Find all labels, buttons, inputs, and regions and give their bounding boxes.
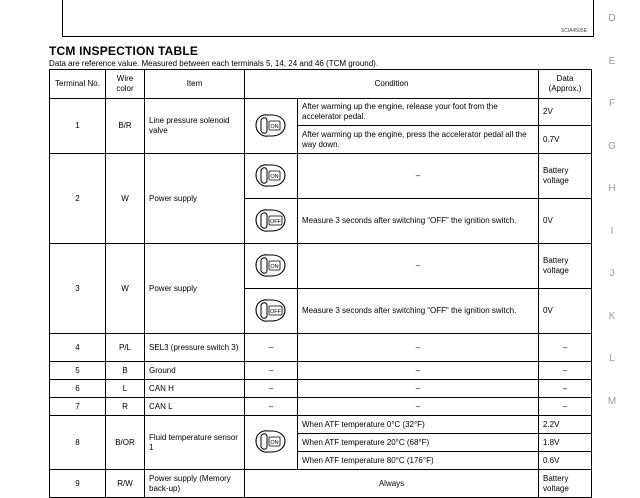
icon-cell-empty: – xyxy=(245,362,298,380)
table-row xyxy=(50,99,592,126)
data-cell: 2.2V xyxy=(539,416,592,434)
condition-cell: – xyxy=(298,362,539,380)
terminal-cell: 5 xyxy=(50,362,106,380)
data-cell: 0V xyxy=(539,289,592,334)
section-letter[interactable]: I xyxy=(610,226,614,237)
table-row xyxy=(50,244,592,289)
wire-cell: B xyxy=(106,362,145,380)
terminal-cell: 9 xyxy=(50,470,106,498)
condition-cell: – xyxy=(298,334,539,362)
wire-cell: R xyxy=(106,398,145,416)
condition-cell: Measure 3 seconds after switching “OFF” the ignition switch. xyxy=(298,289,539,334)
terminal-cell: 6 xyxy=(50,380,106,398)
ignition-key-on-icon xyxy=(252,250,290,280)
previous-figure-frame xyxy=(62,0,594,37)
section-letter[interactable]: D xyxy=(608,13,616,24)
table-row xyxy=(50,416,592,434)
table-row xyxy=(50,380,592,398)
wire-cell: W xyxy=(106,154,145,244)
header-terminal: Terminal No. xyxy=(50,70,106,99)
key-off-label: OFF xyxy=(270,218,281,225)
item-cell: Power supply xyxy=(145,244,245,334)
data-cell: Battery voltage xyxy=(539,244,592,289)
data-cell: 0.7V xyxy=(539,126,592,154)
condition-cell: When ATF temperature 20°C (68°F) xyxy=(298,434,539,452)
icon-cell-empty: – xyxy=(245,398,298,416)
wire-cell: R/W xyxy=(106,470,145,498)
terminal-cell: 8 xyxy=(50,416,106,470)
terminal-cell: 7 xyxy=(50,398,106,416)
ignition-key-off-icon xyxy=(252,295,290,325)
data-cell: – xyxy=(539,362,592,380)
data-cell: 0.6V xyxy=(539,452,592,470)
condition-cell: – xyxy=(298,380,539,398)
tcm-inspection-table xyxy=(49,69,592,498)
page-subtitle: Data are reference value. Measured between each terminals 5, 14, 24 and 46 (TCM ground). xyxy=(49,59,379,68)
terminal-cell: 2 xyxy=(50,154,106,244)
ignition-key-icon-cell xyxy=(245,154,298,199)
wire-cell: L xyxy=(106,380,145,398)
wire-cell: B/R xyxy=(106,99,145,154)
ignition-key-on-icon xyxy=(252,160,290,190)
header-condition: Condition xyxy=(245,70,539,99)
data-cell: – xyxy=(539,334,592,362)
condition-cell: Measure 3 seconds after switching “OFF” the ignition switch. xyxy=(298,199,539,244)
section-letter[interactable]: G xyxy=(608,141,616,152)
ignition-key-icon-cell xyxy=(245,244,298,289)
ignition-key-icon-cell xyxy=(245,199,298,244)
section-letter[interactable]: L xyxy=(609,353,615,364)
terminal-cell: 1 xyxy=(50,99,106,154)
condition-cell: After warming up the engine, press the accelerator pedal all the way down. xyxy=(298,126,539,154)
data-cell: Battery voltage xyxy=(539,470,592,498)
header-wire: Wire color xyxy=(106,70,145,99)
data-cell: 0V xyxy=(539,199,592,244)
ignition-key-icon-cell xyxy=(245,416,298,470)
terminal-cell: 3 xyxy=(50,244,106,334)
data-cell: 1.8V xyxy=(539,434,592,452)
section-letter[interactable]: F xyxy=(608,98,616,109)
table-row xyxy=(50,154,592,199)
section-letter[interactable]: M xyxy=(607,396,617,407)
item-cell: Ground xyxy=(145,362,245,380)
table-row xyxy=(50,334,592,362)
wire-cell: P/L xyxy=(106,334,145,362)
ignition-key-icon-cell xyxy=(245,99,298,154)
section-letter[interactable]: H xyxy=(608,183,616,194)
wire-cell: W xyxy=(106,244,145,334)
ignition-key-on-icon xyxy=(252,426,290,456)
section-letter[interactable]: J xyxy=(609,268,615,279)
data-cell: Battery voltage xyxy=(539,154,592,199)
condition-cell: When ATF temperature 80°C (176°F) xyxy=(298,452,539,470)
icon-cell-empty: – xyxy=(245,334,298,362)
item-cell: SEL3 (pressure switch 3) xyxy=(145,334,245,362)
item-cell: Fluid temperature sensor 1 xyxy=(145,416,245,470)
item-cell: Line pressure solenoid valve xyxy=(145,99,245,154)
figure-code: SCIA4505E xyxy=(560,28,587,34)
table-row xyxy=(50,362,592,380)
header-item: Item xyxy=(145,70,245,99)
icon-cell-empty: – xyxy=(245,380,298,398)
data-cell: – xyxy=(539,398,592,416)
item-cell: Power supply xyxy=(145,154,245,244)
page-title: TCM INSPECTION TABLE xyxy=(49,44,199,58)
terminal-cell: 4 xyxy=(50,334,106,362)
key-on-label: ON xyxy=(270,263,279,270)
section-letter[interactable]: K xyxy=(608,311,616,322)
data-cell: – xyxy=(539,380,592,398)
condition-cell: – xyxy=(298,398,539,416)
key-on-label: ON xyxy=(270,123,279,130)
key-on-label: ON xyxy=(270,173,279,180)
item-cell: Power supply (Memory back-up) xyxy=(145,470,245,498)
condition-cell: – xyxy=(298,154,539,199)
ignition-key-icon-cell xyxy=(245,289,298,334)
condition-cell: – xyxy=(298,244,539,289)
ignition-key-on-icon xyxy=(252,110,290,140)
condition-cell: After warming up the engine, release your foot from the accelerator pedal. xyxy=(298,99,539,126)
table-row xyxy=(50,398,592,416)
ignition-key-off-icon xyxy=(252,205,290,235)
key-off-label: OFF xyxy=(270,308,281,315)
item-cell: CAN L xyxy=(145,398,245,416)
wire-cell: B/OR xyxy=(106,416,145,470)
key-on-label: ON xyxy=(270,440,279,446)
section-letter[interactable]: E xyxy=(608,56,616,67)
data-cell: 2V xyxy=(539,99,592,126)
item-cell: CAN H xyxy=(145,380,245,398)
header-data: Data (Approx.) xyxy=(539,70,592,99)
table-row xyxy=(50,470,592,498)
table-header-row xyxy=(50,70,592,99)
condition-cell: Always xyxy=(245,470,539,498)
condition-cell: When ATF temperature 0°C (32°F) xyxy=(298,416,539,434)
